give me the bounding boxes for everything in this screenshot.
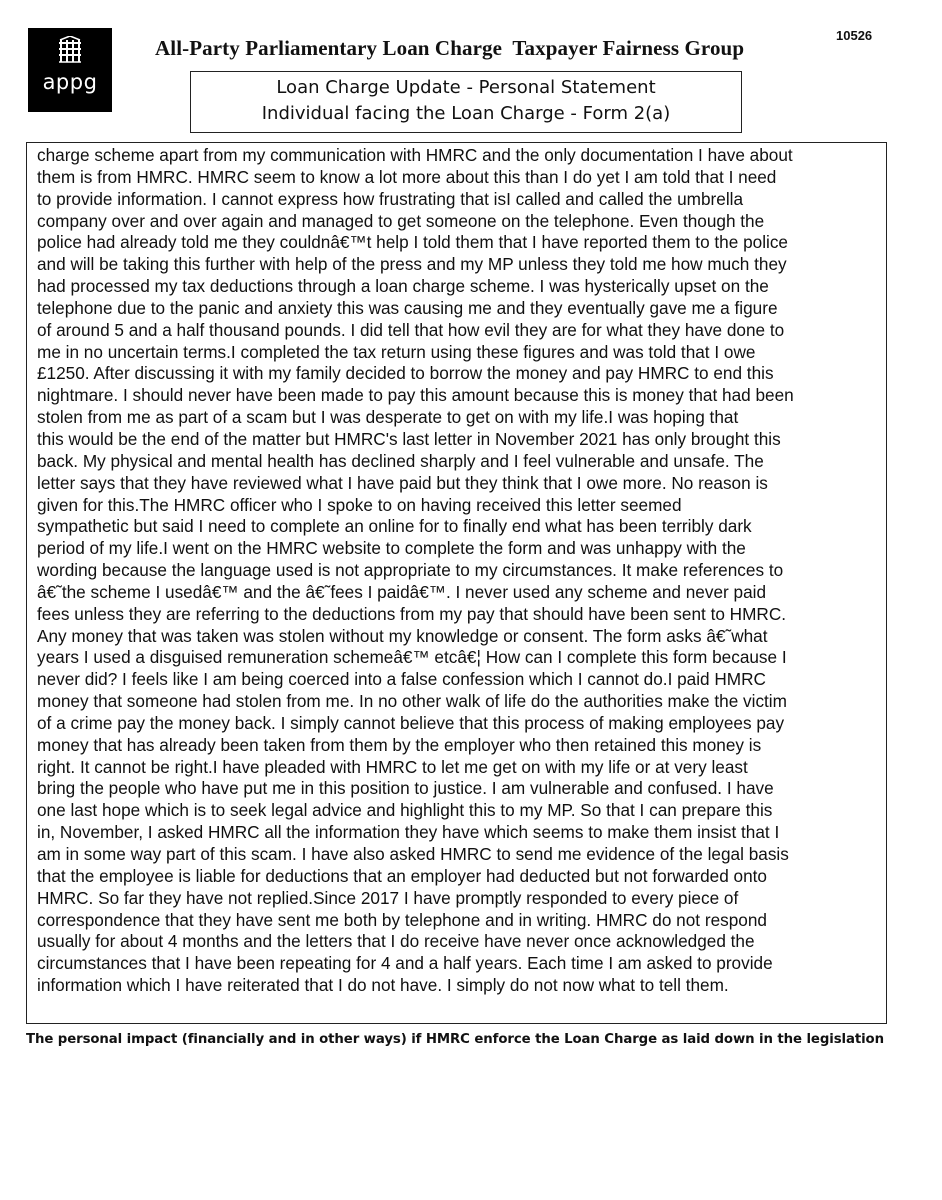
- group-title: All-Party Parliamentary Loan Charge Taxpayer Fairness Group: [155, 36, 745, 60]
- logo-text: appg: [42, 70, 98, 94]
- statement-line: â€˜the scheme I usedâ€™ and the â€˜fees I paidâ€™. I never used any scheme and never paid: [37, 581, 767, 602]
- statement-line: never did? I feels like I am being coerced into a false confession which I cannot do.I paid HMRC: [37, 669, 766, 690]
- statement-line: circumstances that I have been repeating for 4 and a half years. Each time I am asked to provide: [37, 953, 773, 974]
- statement-line: money that has already been taken from them by the employer who then retained this money is: [37, 734, 762, 755]
- reference-number: 10526: [836, 28, 873, 43]
- personal-statement-text: [37, 145, 877, 997]
- statement-line: am in some way part of this scam. I have also asked HMRC to send me evidence of the legal basis: [37, 844, 789, 864]
- form-title-line1: Loan Charge Update - Personal Statement: [276, 77, 656, 98]
- statement-line: HMRC. So far they have not replied.Since 2017 I have promptly responded to every piece of: [37, 887, 739, 908]
- personal-statement-box: [26, 142, 887, 1024]
- statement-line: information which I have reiterated that I do not have. I simply do not now what to tell them.: [37, 975, 729, 996]
- statement-line: period of my life.I went on the HMRC website to complete the form and was unhappy with the: [37, 538, 746, 559]
- form-title-line2: Individual facing the Loan Charge - Form 2(a): [261, 103, 671, 124]
- portcullis-icon: [57, 36, 83, 66]
- form-title-box: [190, 71, 742, 133]
- statement-line: money that someone had stolen from me. In no other walk of life do the authorities make the victim: [37, 691, 787, 712]
- statement-line: back. My physical and mental health has declined sharply and I feel vulnerable and unsafe. The: [37, 450, 764, 471]
- statement-line: and will be taking this further with help of the press and my MP unless they told me how much they: [37, 254, 787, 275]
- statement-line: police had already told me they couldnâ€™t help I told them that I have reported them to the police: [37, 232, 788, 253]
- statement-line: them is from HMRC. HMRC seem to know a lot more about this than I do yet I am told that I need: [37, 166, 777, 187]
- statement-line: of a crime pay the money back. I simply cannot believe that this process of making employees pay: [37, 712, 785, 733]
- statement-line: that the employee is liable for deductions that an employer had deducted but not forwarded onto: [37, 865, 767, 886]
- statement-line: right. It cannot be right.I have pleaded with HMRC to let me get on with my life or at very least: [37, 756, 748, 777]
- statement-line: telephone due to the panic and anxiety this was causing me and they eventually gave me a figure: [37, 297, 778, 318]
- statement-line: of around 5 and a half thousand pounds. I did tell that how evil they are for what they have done to: [37, 319, 785, 340]
- statement-line: me in no uncertain terms.I completed the tax return using these figures and was told that I owe: [37, 341, 756, 362]
- statement-line: letter says that they have reviewed what I have paid but they think that I owe more. No reason is: [37, 472, 768, 493]
- statement-line: in, November, I asked HMRC all the information they have which seems to make them insist that I: [37, 822, 780, 843]
- statement-line: £1250. After discussing it with my family decided to borrow the money and pay HMRC to end this: [37, 363, 774, 384]
- statement-line: years I used a disguised remuneration schemeâ€™ etcâ€¦ How can I complete this form because I: [37, 647, 787, 668]
- personal-impact-heading: The personal impact (financially and in other ways) if HMRC enforce the Loan Charge as laid down in the legislation: [26, 1032, 884, 1047]
- appg-logo: [28, 28, 112, 112]
- statement-line: fees unless they are referring to the deductions from my pay that should have been sent to HMRC.: [37, 603, 787, 624]
- statement-line: bring the people who have put me in this position to justice. I am vulnerable and confused. I have: [37, 778, 774, 799]
- statement-line: to provide information. I cannot express how frustrating that isI called and called the umbrella: [37, 188, 744, 209]
- statement-line: correspondence that they have sent me both by telephone and in writing. HMRC do not respond: [37, 909, 767, 930]
- statement-line: wording because the language used is not appropriate to my circumstances. It make references to: [37, 560, 784, 581]
- statement-line: given for this.The HMRC officer who I spoke to on having received this letter seemed: [37, 494, 682, 515]
- statement-line: company over and over again and managed to get someone on the telephone. Even though the: [37, 210, 765, 231]
- statement-line: charge scheme apart from my communication with HMRC and the only documentation I have about: [37, 145, 793, 165]
- statement-line: had processed my tax deductions through a loan charge scheme. I was hysterically upset on the: [37, 276, 769, 297]
- statement-line: this would be the end of the matter but HMRC's last letter in November 2021 has only brought this: [37, 428, 781, 449]
- statement-line: usually for about 4 months and the letters that I do receive have never once acknowledged the: [37, 931, 755, 952]
- statement-line: sympathetic but said I need to complete an online for to finally end what has been terribly dark: [37, 516, 752, 537]
- statement-line: nightmare. I should never have been made to pay this amount because this is money that had been: [37, 385, 794, 406]
- statement-line: stolen from me as part of a scam but I was desperate to get on with my life.I was hoping that: [37, 407, 739, 428]
- statement-line: Any money that was taken was stolen without my knowledge or consent. The form asks â€˜what: [37, 625, 768, 646]
- statement-line: one last hope which is to seek legal advice and highlight this to my MP. So that I can prepare this: [37, 800, 773, 821]
